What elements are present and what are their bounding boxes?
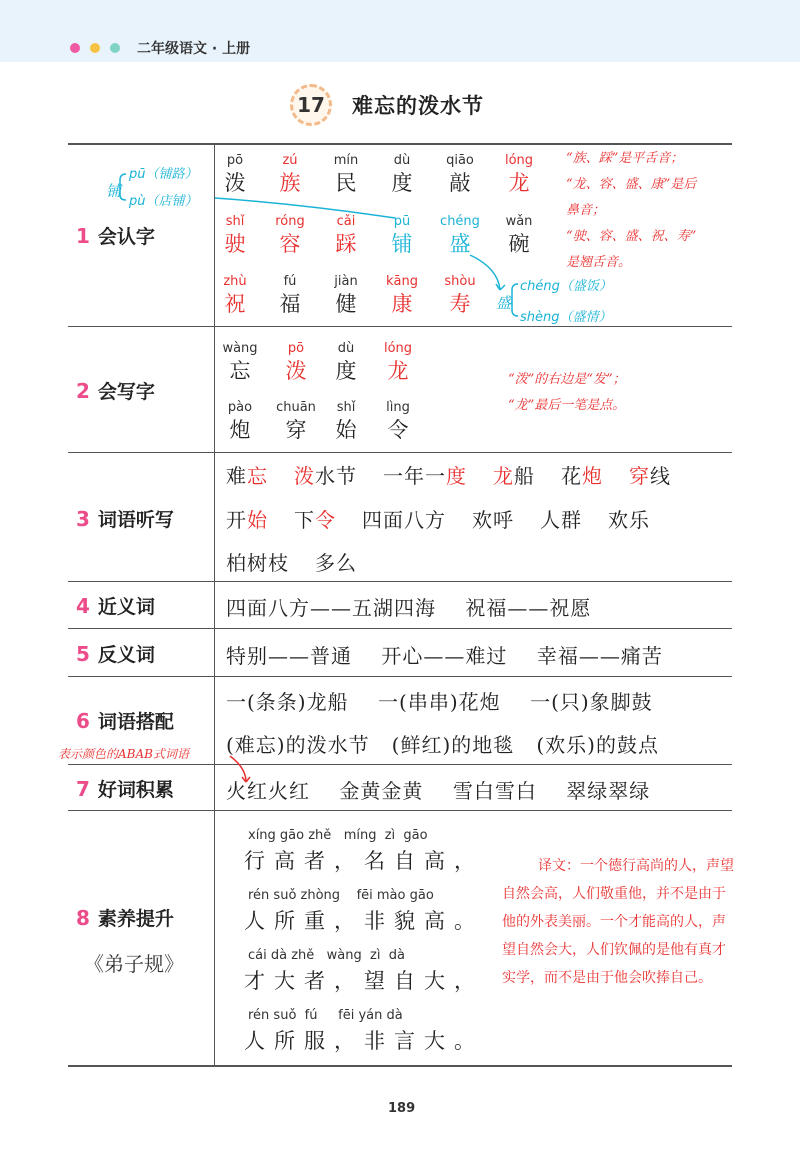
hanzi: 度: [391, 171, 413, 195]
pu-reading-2: pù（店铺）: [129, 194, 198, 209]
hanzi: 踩: [335, 232, 357, 256]
pinyin: róng: [275, 214, 305, 229]
lesson-title: 难忘的泼水节: [352, 94, 484, 118]
hanzi: 寿: [449, 292, 471, 316]
hanzi: 驶: [224, 232, 246, 256]
dictation-word: 令: [315, 508, 336, 532]
poem-line-1: 行高者，名自高，: [244, 849, 484, 873]
dictation-word: 柏树枝: [226, 551, 289, 575]
poem-pinyin-1: xíng gāo zhě míng zì gāo: [248, 828, 428, 843]
dictation-word: 人群: [540, 508, 582, 532]
collocation-line-1: 一(条条)龙船 一(串串)花炮 一(只)象脚鼓: [226, 690, 653, 714]
pinyin: wàng: [222, 341, 258, 356]
good-words-text: 火红火红 金黄金黄 雪白雪白 翠绿翠绿: [226, 779, 651, 803]
pinyin: dù: [337, 341, 355, 356]
pinyin: shǐ: [336, 400, 356, 415]
dictation-word: 下: [294, 508, 315, 532]
write-char-1-1: [270, 399, 322, 443]
section-6-label: 6 词语搭配: [76, 708, 174, 733]
pinyin: cǎi: [336, 214, 356, 229]
section-1-label: 1 会认字: [76, 223, 155, 248]
hanzi: 龙: [508, 171, 530, 195]
pinyin: zhù: [223, 274, 247, 289]
hanzi: 族: [279, 171, 301, 195]
pinyin: chéng: [440, 214, 480, 229]
series-title: 二年级语文 · 上册: [137, 41, 251, 57]
poem-line-3: 才大者，望自大，: [244, 969, 484, 993]
section-7-label: 7 好词积累: [76, 776, 174, 801]
hanzi: 敲: [449, 171, 471, 195]
pinyin: wǎn: [505, 214, 533, 229]
pinyin: lóng: [383, 341, 413, 356]
dictation-word: 欢乐: [608, 508, 650, 532]
page-number: 189: [388, 1101, 416, 1116]
poem-translation: 译文：一个德行高尚的人，声望自然会高，人们敬重他，并不是由于他的外表美丽。一个才能高的人，声望自然会大，人们钦佩的是他有真才实学，而不是由于他会吹捧自己。: [502, 858, 734, 986]
section-3-label: 3 词语听写: [76, 506, 174, 531]
sheng-reading-1: chéng（盛饭）: [520, 279, 612, 294]
poem-pinyin-2: rén suǒ zhòng fēi mào gāo: [248, 888, 434, 903]
pinyin: zú: [282, 153, 298, 168]
hanzi: 忘: [229, 359, 251, 383]
pinyin: lóng: [504, 153, 534, 168]
dictation-line-2: [226, 504, 650, 533]
hanzi: 健: [335, 292, 357, 316]
margin-note: 表示颜色的ABAB式词语: [58, 747, 189, 761]
dictation-word: 花: [561, 464, 582, 488]
pinyin: kāng: [386, 274, 418, 289]
pinyin: jiàn: [334, 274, 358, 289]
hanzi: 祝: [224, 292, 246, 316]
write-char-1-0: [214, 399, 266, 443]
section-5-label: 5 反义词: [76, 641, 155, 666]
hanzi: 碗: [508, 232, 530, 256]
dictation-line-1: [226, 460, 671, 489]
write-char-0-3: [372, 340, 424, 384]
sheng-char: 盛: [496, 294, 512, 312]
write-char-0-2: [320, 340, 372, 384]
dictation-word: 船: [514, 464, 535, 488]
collocation-line-2: (难忘)的泼水节 (鲜红)的地毯 (欢乐)的鼓点: [226, 733, 659, 757]
poem-line-2: 人所重，非貌高。: [244, 909, 484, 933]
section-8-label: 8 素养提升: [76, 905, 174, 930]
antonyms-text: 特别——普通 开心——难过 幸福——痛苦: [226, 644, 663, 668]
hanzi: 福: [279, 292, 301, 316]
pinyin: pō: [226, 153, 244, 168]
write-char-1-3: [372, 399, 424, 443]
recognize-note: “族、踩”是平舌音； “龙、容、盛、康”是后 鼻音； “驶、容、盛、祝、寿” 是翘舌音。: [566, 151, 697, 270]
dictation-word: 一年一: [383, 464, 446, 488]
section-2-label: 2 会写字: [76, 378, 155, 403]
dictation-word: 线: [650, 464, 671, 488]
section-4-label: 4 近义词: [76, 593, 155, 618]
write-char-1-2: [320, 399, 372, 443]
hanzi: 泼: [224, 171, 246, 195]
dictation-word: 炮: [582, 464, 603, 488]
poem-subtitle: 《弟子规》: [84, 952, 184, 976]
pinyin: pū: [393, 214, 411, 229]
dictation-word: 泼: [294, 464, 315, 488]
pinyin: mín: [333, 153, 359, 168]
sheng-reading-2: shèng（盛情）: [520, 310, 612, 325]
dictation-word: 欢呼: [472, 508, 514, 532]
hanzi: 盛: [449, 232, 471, 256]
pinyin: qiāo: [446, 153, 474, 168]
lesson-number: 17: [290, 84, 332, 126]
pinyin: dù: [393, 153, 411, 168]
dictation-word: 四面八方: [362, 508, 446, 532]
dictation-word: 穿: [629, 464, 650, 488]
hanzi: 度: [335, 359, 357, 383]
dictation-word: 忘: [247, 464, 268, 488]
hanzi: 炮: [229, 418, 251, 442]
dictation-word: 龙: [493, 464, 514, 488]
pinyin: fú: [283, 274, 297, 289]
pinyin: chuān: [276, 400, 316, 415]
poem-line-4: 人所服，非言大。: [244, 1029, 484, 1053]
hanzi: 龙: [387, 359, 409, 383]
pinyin: lìng: [386, 400, 410, 415]
dictation-line-3: [226, 547, 357, 576]
hanzi: 铺: [391, 232, 413, 256]
pu-char: 铺: [106, 182, 122, 200]
write-char-0-0: [214, 340, 266, 384]
dictation-word: 水节: [315, 464, 357, 488]
pinyin: pō: [287, 341, 305, 356]
write-char-0-1: [270, 340, 322, 384]
pu-reading-1: pū（铺路）: [129, 167, 198, 182]
write-note: “泼”的右边是“发”； “龙”最后一笔是点。: [508, 372, 626, 413]
poem-pinyin-3: cái dà zhě wàng zì dà: [248, 948, 405, 963]
hanzi: 令: [387, 418, 409, 442]
hanzi: 泼: [285, 359, 307, 383]
dictation-word: 度: [446, 464, 467, 488]
hanzi: 穿: [285, 418, 307, 442]
dictation-word: 始: [247, 508, 268, 532]
pinyin: pào: [227, 400, 253, 415]
synonyms-text: 四面八方——五湖四海 祝福——祝愿: [226, 596, 592, 620]
dictation-word: 难: [226, 464, 247, 488]
pinyin: shǐ: [225, 214, 245, 229]
hanzi: 容: [279, 232, 301, 256]
dictation-word: 开: [226, 508, 247, 532]
poem-pinyin-4: rén suǒ fú fēi yán dà: [248, 1008, 403, 1023]
dictation-word: 多么: [315, 551, 357, 575]
hanzi: 康: [391, 292, 413, 316]
hanzi: 始: [335, 418, 357, 442]
pinyin: shòu: [444, 274, 476, 289]
hanzi: 民: [335, 171, 357, 195]
